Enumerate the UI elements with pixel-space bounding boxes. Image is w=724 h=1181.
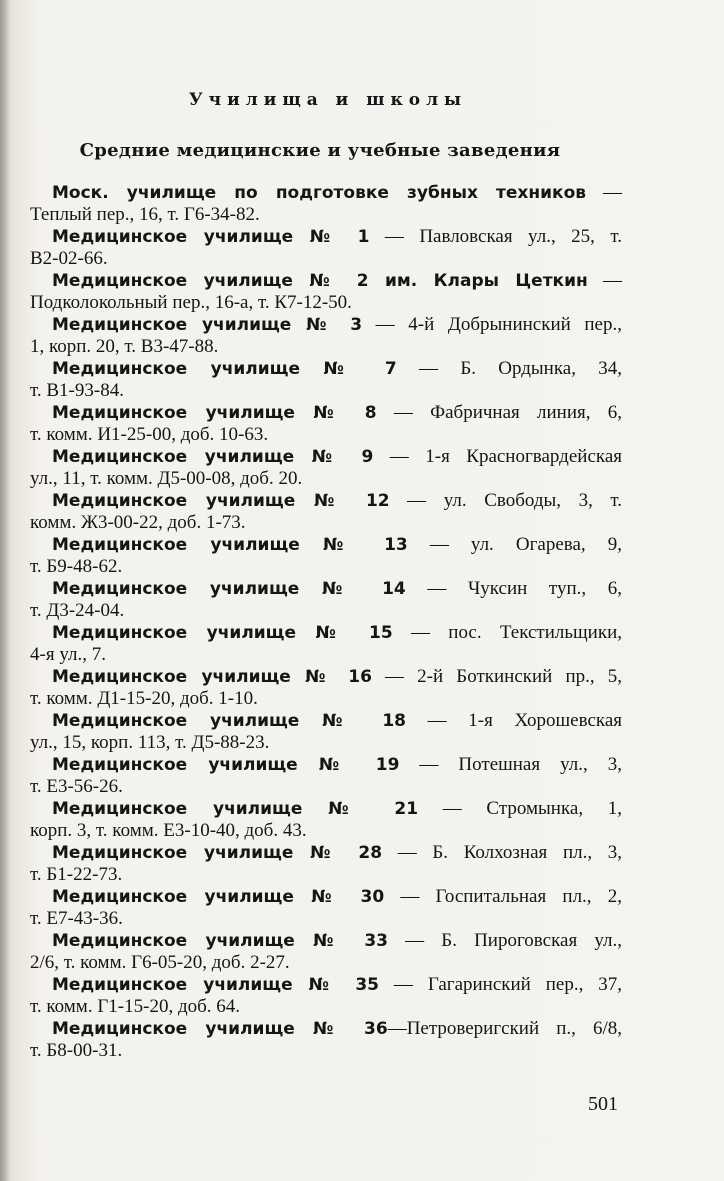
- list-item: [30, 490, 622, 534]
- page-number: 501: [588, 1093, 618, 1115]
- address-start: — пос. Текстильщики,: [392, 622, 622, 643]
- school-name: Медицинское училище № 33: [52, 931, 388, 951]
- address-continuation: комм. Ж3-00-22, доб. 1-73.: [30, 512, 246, 533]
- address-continuation: т. В1-93-84.: [30, 380, 124, 401]
- list-item: [30, 270, 622, 314]
- school-name: Медицинское училище № 15: [52, 623, 393, 643]
- school-name: Медицинское училище № 35: [52, 975, 380, 995]
- address-start: — 4-й Добрынинский пер.,: [362, 314, 622, 335]
- entry-line-1: [30, 798, 622, 820]
- entry-line-1: [30, 402, 622, 424]
- address-continuation: В2-02-66.: [30, 248, 108, 269]
- address-start: — Гагаринский пер., 37,: [379, 974, 622, 995]
- school-name: Медицинское училище № 16: [52, 667, 372, 687]
- list-item: [30, 182, 622, 226]
- list-item: [30, 314, 622, 358]
- list-item: [30, 710, 622, 754]
- list-item: [30, 974, 622, 1018]
- address-start: —: [586, 182, 623, 203]
- list-item: [30, 798, 622, 842]
- entry-line-1: [30, 842, 622, 864]
- section-title: Училища и школы: [188, 90, 468, 110]
- school-name: Медицинское училище № 14: [52, 579, 406, 599]
- address-continuation: Теплый пер., 16, т. Г6-34-82.: [30, 204, 260, 225]
- list-item: [30, 358, 622, 402]
- address-continuation: 4-я ул., 7.: [30, 644, 106, 665]
- entry-line-1: [30, 534, 622, 556]
- entry-line-1: [30, 578, 622, 600]
- school-name: Медицинское училище № 21: [52, 799, 419, 819]
- school-name: Медицинское училище № 3: [52, 315, 363, 335]
- address-continuation: т. Б8-00-31.: [30, 1040, 123, 1061]
- address-start: — ул. Свободы, 3, т.: [389, 490, 622, 511]
- school-name: Медицинское училище № 30: [52, 887, 385, 907]
- list-item: [30, 578, 622, 622]
- list-item: [30, 622, 622, 666]
- school-name: Медицинское училище № 7: [52, 359, 397, 379]
- entry-line-1: [30, 974, 622, 996]
- address-start: — 2-й Боткинский пр., 5,: [371, 666, 622, 687]
- entry-line-1: [30, 490, 622, 512]
- address-continuation: т. Е3-56-26.: [30, 776, 123, 797]
- address-continuation: ул., 15, корп. 113, т. Д5-88-23.: [30, 732, 270, 753]
- address-start: — Госпитальная пл., 2,: [384, 886, 622, 907]
- address-start: —Петроверигский п., 6/8,: [387, 1018, 622, 1039]
- address-continuation: корп. 3, т. комм. Е3-10-40, доб. 43.: [30, 820, 307, 841]
- school-name: Медицинское училище № 18: [52, 711, 406, 731]
- address-continuation: Подколокольный пер., 16-а, т. К7-12-50.: [30, 292, 352, 313]
- address-continuation: т. комм. Д1-15-20, доб. 1-10.: [30, 688, 258, 709]
- list-item: [30, 842, 622, 886]
- school-name: Медицинское училище № 13: [52, 535, 408, 555]
- address-continuation: 2/6, т. комм. Г6-05-20, доб. 2-27.: [30, 952, 290, 973]
- address-continuation: 1, корп. 20, т. В3-47-88.: [30, 336, 219, 357]
- address-continuation: т. комм. Г1-15-20, доб. 64.: [30, 996, 241, 1017]
- address-continuation: т. комм. И1-25-00, доб. 10-63.: [30, 424, 269, 445]
- address-start: — Потешная ул., 3,: [399, 754, 622, 775]
- entry-line-1: [30, 270, 622, 292]
- entries-list: [30, 182, 622, 1062]
- school-name: Медицинское училище № 36: [52, 1019, 388, 1039]
- school-name: Медицинское училище № 8: [52, 403, 377, 423]
- binding-shadow: [0, 0, 10, 1181]
- entry-line-1: [30, 930, 622, 952]
- address-continuation: ул., 11, т. комм. Д5-00-08, доб. 20.: [30, 468, 303, 489]
- entry-line-1: [30, 1018, 622, 1040]
- address-start: — Б. Ордынка, 34,: [396, 358, 623, 379]
- school-name: Медицинское училище № 19: [52, 755, 400, 775]
- entry-line-1: [30, 182, 622, 204]
- entry-line-1: [30, 314, 622, 336]
- address-start: — 1-я Хорошевская: [405, 710, 622, 731]
- school-name: Моск. училище по подготовке зубных техников: [52, 183, 587, 203]
- address-start: — ул. Огарева, 9,: [407, 534, 623, 555]
- list-item: [30, 446, 622, 490]
- list-item: [30, 534, 622, 578]
- subtitle: Средние медицинские и учебные заведения: [79, 140, 561, 161]
- entry-line-1: [30, 666, 622, 688]
- address-start: —: [587, 270, 622, 291]
- address-continuation: т. Б9-48-62.: [30, 556, 123, 577]
- list-item: [30, 666, 622, 710]
- entry-line-1: [30, 358, 622, 380]
- entry-line-1: [30, 622, 622, 644]
- entry-line-1: [30, 446, 622, 468]
- address-start: — 1-я Красногвардейская: [373, 446, 622, 467]
- entry-line-1: [30, 886, 622, 908]
- address-start: — Б. Колхозная пл., 3,: [382, 842, 623, 863]
- address-start: — Б. Пироговская ул.,: [387, 930, 622, 951]
- address-continuation: т. Д3-24-04.: [30, 600, 125, 621]
- entry-line-1: [30, 754, 622, 776]
- entry-line-1: [30, 710, 622, 732]
- list-item: [30, 1018, 622, 1062]
- address-start: — Фабричная линия, 6,: [376, 402, 622, 423]
- school-name: Медицинское училище № 2 им. Клары Цеткин: [52, 271, 588, 291]
- address-start: — Стромынка, 1,: [418, 798, 622, 819]
- address-start: — Павловская ул., 25, т.: [369, 226, 622, 247]
- entry-line-1: [30, 226, 622, 248]
- school-name: Медицинское училище № 12: [52, 491, 390, 511]
- list-item: [30, 930, 622, 974]
- list-item: [30, 886, 622, 930]
- list-item: [30, 754, 622, 798]
- school-name: Медицинское училище № 9: [52, 447, 374, 467]
- address-continuation: т. Е7-43-36.: [30, 908, 123, 929]
- list-item: [30, 226, 622, 270]
- school-name: Медицинское училище № 28: [52, 843, 383, 863]
- school-name: Медицинское училище № 1: [52, 227, 370, 247]
- address-start: — Чуксин туп., 6,: [405, 578, 622, 599]
- list-item: [30, 402, 622, 446]
- address-continuation: т. Б1-22-73.: [30, 864, 123, 885]
